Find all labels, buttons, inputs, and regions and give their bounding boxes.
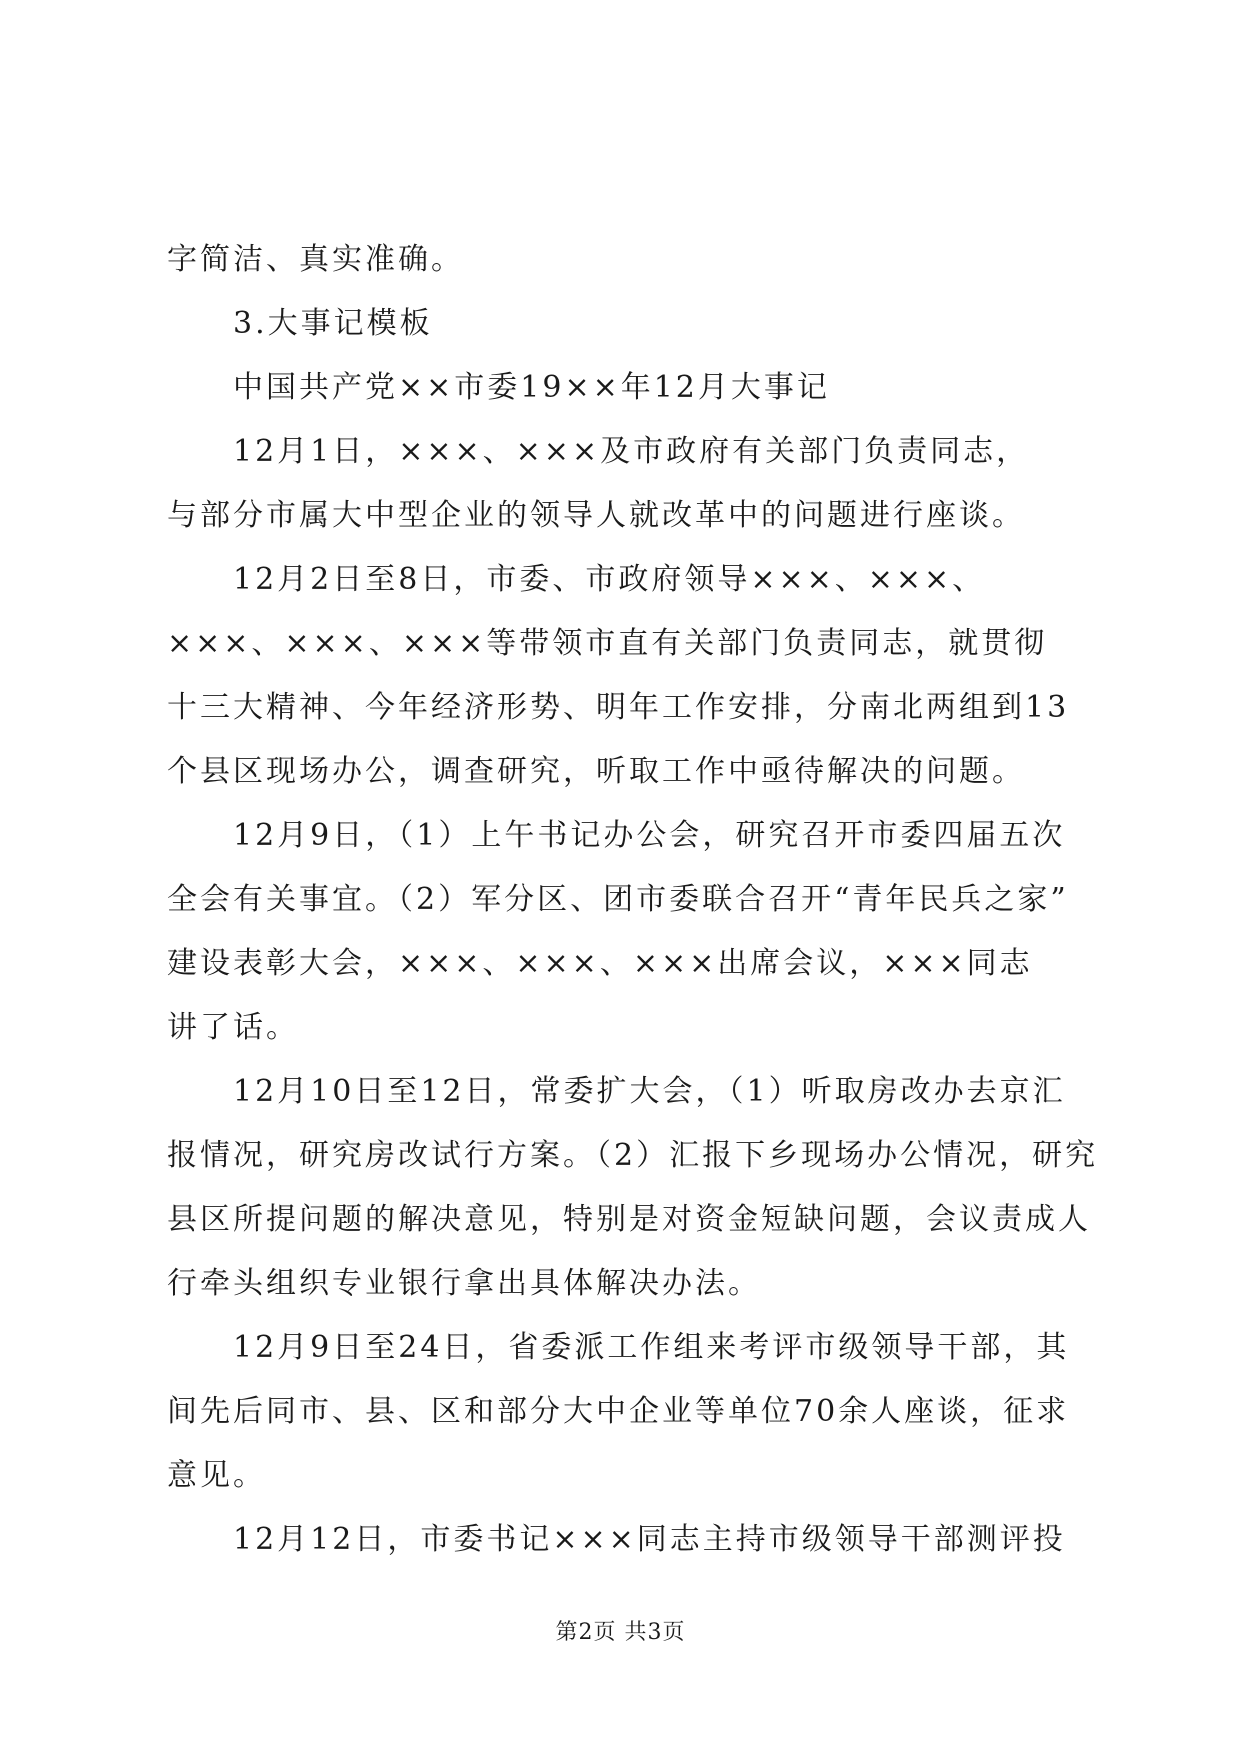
text-line: 报情况，研究房改试行方案。（2）汇报下乡现场办公情况，研究 xyxy=(167,1138,1099,1173)
text-line: 讲了话。 xyxy=(167,1010,299,1045)
text-line: 意见。 xyxy=(167,1458,266,1493)
section-heading: 3.大事记模板 xyxy=(233,306,433,341)
text-line: 12月9日至24日，省委派工作组来考评市级领导干部，其 xyxy=(233,1330,1070,1365)
text-line: 12月10日至12日，常委扩大会，（1）听取房改办去京汇 xyxy=(233,1074,1066,1109)
text-line: 与部分市属大中型企业的领导人就改革中的问题进行座谈。 xyxy=(167,498,1025,533)
text-line: ×××、×××、×××等带领市直有关部门负责同志，就贯彻 xyxy=(167,626,1048,661)
document-body xyxy=(167,228,1099,1572)
page-footer: 第2页 共3页 xyxy=(555,1620,686,1645)
text-line: 12月1日，×××、×××及市政府有关部门负责同志， xyxy=(233,434,1030,469)
text-line: 行牵头组织专业银行拿出具体解决办法。 xyxy=(167,1266,761,1301)
record-title: 中国共产党××市委19××年12月大事记 xyxy=(233,370,830,405)
text-line: 建设表彰大会，×××、×××、×××出席会议，×××同志 xyxy=(167,946,1033,981)
text-line: 12月9日，（1）上午书记办公会，研究召开市委四届五次 xyxy=(233,818,1066,853)
text-line: 全会有关事宜。（2）军分区、团市委联合召开“青年民兵之家” xyxy=(167,882,1069,917)
text-line: 个县区现场办公，调查研究，听取工作中亟待解决的问题。 xyxy=(167,754,1025,789)
text-line: 12月2日至8日，市委、市政府领导×××、×××、 xyxy=(233,562,986,597)
text-line: 间先后同市、县、区和部分大中企业等单位70余人座谈，征求 xyxy=(167,1394,1070,1429)
text-line: 县区所提问题的解决意见，特别是对资金短缺问题，会议责成人 xyxy=(167,1202,1091,1237)
text-line: 字简洁、真实准确。 xyxy=(167,242,464,277)
text-line: 十三大精神、今年经济形势、明年工作安排，分南北两组到13 xyxy=(167,690,1070,725)
text-line: 12月12日，市委书记×××同志主持市级领导干部测评投 xyxy=(233,1522,1066,1557)
